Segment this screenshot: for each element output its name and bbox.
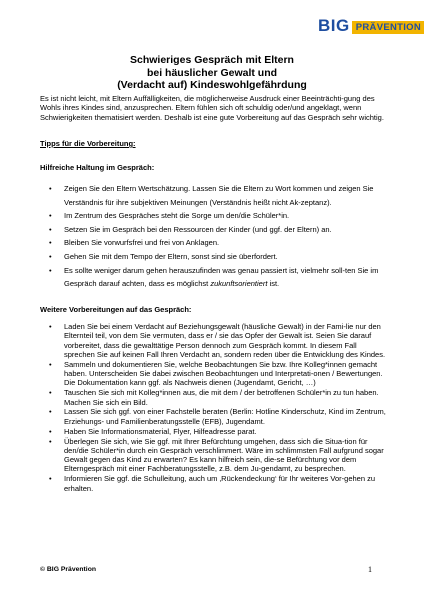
section-heading-vorbereitungen: Weitere Vorbereitungen auf das Gespräch: (40, 305, 192, 314)
list-item: • Zeigen Sie den Eltern Wertschätzung. Lassen Sie die Eltern zu Wort kommen und zeigen Sie Verständnis für ihre subjektiven Meinungen (Verständnis heißt nicht Ak-zeptanz). (49, 184, 374, 207)
title-line-2: bei häuslicher Gewalt und (146, 66, 278, 79)
list-item: • Sammeln und dokumentieren Sie, welche Beobachtungen Sie bzw. Ihre Kolleg*innen gemacht haben. Unterscheiden Sie dabei zwischen Beobachtungen und Interpretati-onen / Bewertungen. Die Dokumentation kann ggf. als Nachweis dienen (Jugendamt, Gericht, …) (49, 359, 383, 388)
bullet-icon: • (49, 388, 52, 398)
bullet-icon: • (49, 211, 52, 221)
title-line-1: Schwieriges Gespräch mit Eltern (130, 54, 294, 66)
vorbereitungen-list (40, 322, 388, 494)
list-item: • Gehen Sie mit dem Tempo der Eltern, sonst sind sie überfordert. (40, 250, 388, 264)
logo-praevention-bar: PRÄVENTION (352, 21, 424, 34)
intro-paragraph: Es ist nicht leicht, mit Eltern Auffälligkeiten, die möglicherweise Ausdruck einer Beeinträchti-gung des Wohls ihres Kindes sind, anzusprechen. Eltern fühlen sich oft schuldig oder/und angeklagt, wenn Schwierigkeiten thematisiert werden. Deshalb ist eine gute Vorbereitung auf das Gespräch sehr wichtig. (40, 94, 384, 122)
bullet-icon: • (49, 224, 52, 234)
bullet-icon: • (49, 238, 52, 248)
haltung-list (40, 182, 388, 291)
list-item: • Haben Sie Informationsmaterial, Flyer, Hilfeadresse parat. (49, 426, 257, 436)
bullet-icon: • (49, 407, 52, 417)
bullet-icon: • (49, 265, 52, 275)
bullet-icon: • (49, 359, 52, 369)
page-number: 1 (368, 565, 372, 574)
document-title (40, 54, 384, 92)
bullet-icon: • (49, 426, 52, 436)
list-item: • Überlegen Sie sich, wie Sie ggf. mit Ihrer Befürchtung umgehen, dass sich die Situa-tion für den/die Schüler*in durch ein Gespräch verschlimmert. Wäre im schlimmsten Fall aufgrund sogar Gewalt gegen das Kind zu erwarten? Es kann hilfreich sein, die-se Befürchtung vor dem Elterngespräch mit einer Fachberatungsstelle, z.B. dem Ju-gendamt, zu besprechen. (49, 436, 384, 474)
bullet-icon: • (49, 251, 52, 261)
bullet-icon: • (49, 184, 52, 193)
list-item: • Im Zentrum des Gespräches steht die Sorge um den/die Schüler*in. (40, 209, 388, 223)
bullet-icon: • (49, 436, 52, 446)
logo-big-text: BIG (318, 16, 350, 35)
bullet-icon: • (49, 474, 52, 484)
section-heading-haltung: Hilfreiche Haltung im Gespräch: (40, 163, 155, 172)
list-item: • Informieren Sie ggf. die Schulleitung, auch um ‚Rückendeckung‘ für Ihr weiteres Vor-gehen zu erhalten. (49, 474, 376, 493)
bullet-icon: • (49, 322, 52, 331)
title-line-3: (Verdacht auf) Kindeswohlgefährdung (117, 79, 307, 91)
list-item: • Setzen Sie im Gespräch bei den Ressourcen der Kinder (und ggf. der Eltern) an. (40, 223, 388, 237)
list-item: • Bleiben Sie vorwurfsfrei und frei von Anklagen. (40, 236, 388, 250)
big-praevention-logo (318, 17, 424, 34)
list-item: • Laden Sie bei einem Verdacht auf Beziehungsgewalt (häusliche Gewalt) in der Fami-lie nur den Elternteil teil, von dem Sie vermuten, dass er / sie das Opfer der Gewalt ist. Seien Sie darauf vorbereitet, dass die gewalttätige Person dennoch zum Gespräch kommt. In diesem Fall sprechen Sie auf keinen Fall Ihren Verdacht an, sondern reden über die Entwicklung des Kindes. (49, 322, 386, 359)
footer-copyright: © BIG Prävention (40, 566, 96, 573)
tips-heading: Tipps für die Vorbereitung: (40, 139, 136, 148)
emphasis-text: zukunftsorientiert (210, 279, 268, 289)
list-item: • Es sollte weniger darum gehen herauszufinden was genau passiert ist, vielmehr soll-ten Sie im Gespräch darauf achten, dass es möglichst zukunftsorientiert ist. (49, 265, 379, 289)
list-item: • Lassen Sie sich ggf. von einer Fachstelle beraten (Berlin: Hotline Kinderschutz, Kind im Zentrum, Erziehungs- und Familienberatungsstelle (EFB), Jugendamt. (49, 407, 386, 426)
list-item: • Tauschen Sie sich mit Kolleg*innen aus, die mit dem / der betroffenen Schüler*in zu tun haben. Machen Sie sich ein Bild. (49, 388, 379, 407)
